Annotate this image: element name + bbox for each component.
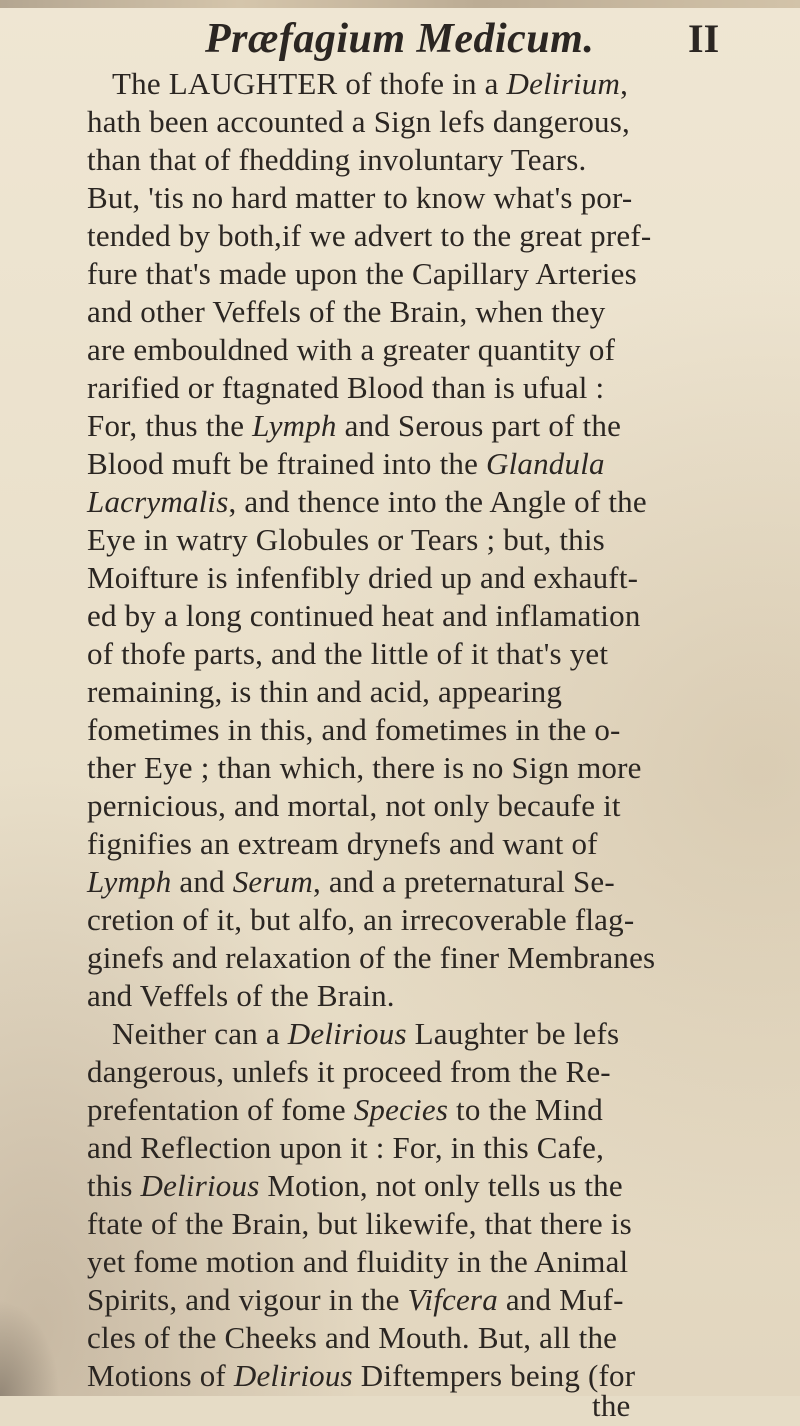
text-line: and other Veffels of the Brain, when they [87,294,606,329]
text-line: Moifture is infenfibly dried up and exhauft- [87,560,639,595]
page-number: II [688,16,720,61]
catchword: the [592,1388,631,1423]
text-line: ginefs and relaxation of the finer Membranes [87,940,656,975]
text-line: fignifies an extream drynefs and want of [87,826,598,861]
text-line: fometimes in this, and fometimes in the o- [87,712,621,747]
text-line: Spirits, and vigour in the Vifcera and Muf- [87,1282,624,1317]
text-line: Lacrymalis, and thence into the Angle of the [87,484,647,519]
text-line: dangerous, unlefs it proceed from the Re- [87,1054,611,1089]
text-line: For, thus the Lymph and Serous part of the [87,408,622,443]
text-line: But, 'tis no hard matter to know what's por- [87,180,633,215]
text-line: ed by a long continued heat and inflamation [87,598,641,633]
text-line: hath been accounted a Sign lefs dangerous, [87,104,630,139]
text-line: of thofe parts, and the little of it that's yet [87,636,609,671]
text-line: Neither can a Delirious Laughter be lefs [112,1016,620,1051]
text-line: rarified or ftagnated Blood than is ufual : [87,370,605,405]
text-line: ther Eye ; than which, there is no Sign more [87,750,642,785]
text-line: Eye in watry Globules or Tears ; but, this [87,522,605,557]
text-line: pernicious, and mortal, not only becaufe it [87,788,621,823]
text-line: and Veffels of the Brain. [87,978,395,1013]
text-line: cretion of it, but alfo, an irrecoverable flag- [87,902,635,937]
running-head: Præfagium Medicum. [205,16,595,62]
text-line: are embouldned with a greater quantity of [87,332,616,367]
text-line: Motions of Delirious Diftempers being (for [87,1358,636,1393]
text-line: yet fome motion and fluidity in the Animal [87,1244,629,1279]
text-line: fure that's made upon the Capillary Arteries [87,256,637,291]
page-top-edge [0,0,800,8]
text-line: cles of the Cheeks and Mouth. But, all the [87,1320,618,1355]
text-line: Lymph and Serum, and a preternatural Se- [87,864,615,899]
text-line: remaining, is thin and acid, appearing [87,674,563,709]
text-line: than that of fhedding involuntary Tears. [87,142,587,177]
page-corner-shadow [0,1300,60,1396]
text-line: ftate of the Brain, but likewife, that there is [87,1206,632,1241]
text-line: this Delirious Motion, not only tells us the [87,1168,623,1203]
text-line: and Reflection upon it : For, in this Cafe, [87,1130,605,1165]
text-line: The LAUGHTER of thofe in a Delirium, [112,66,629,101]
page-header [0,14,800,64]
text-line: Blood muft be ftrained into the Glandula [87,446,605,481]
text-line: tended by both,if we advert to the great pref- [87,218,652,253]
text-line: prefentation of fome Species to the Mind [87,1092,603,1127]
